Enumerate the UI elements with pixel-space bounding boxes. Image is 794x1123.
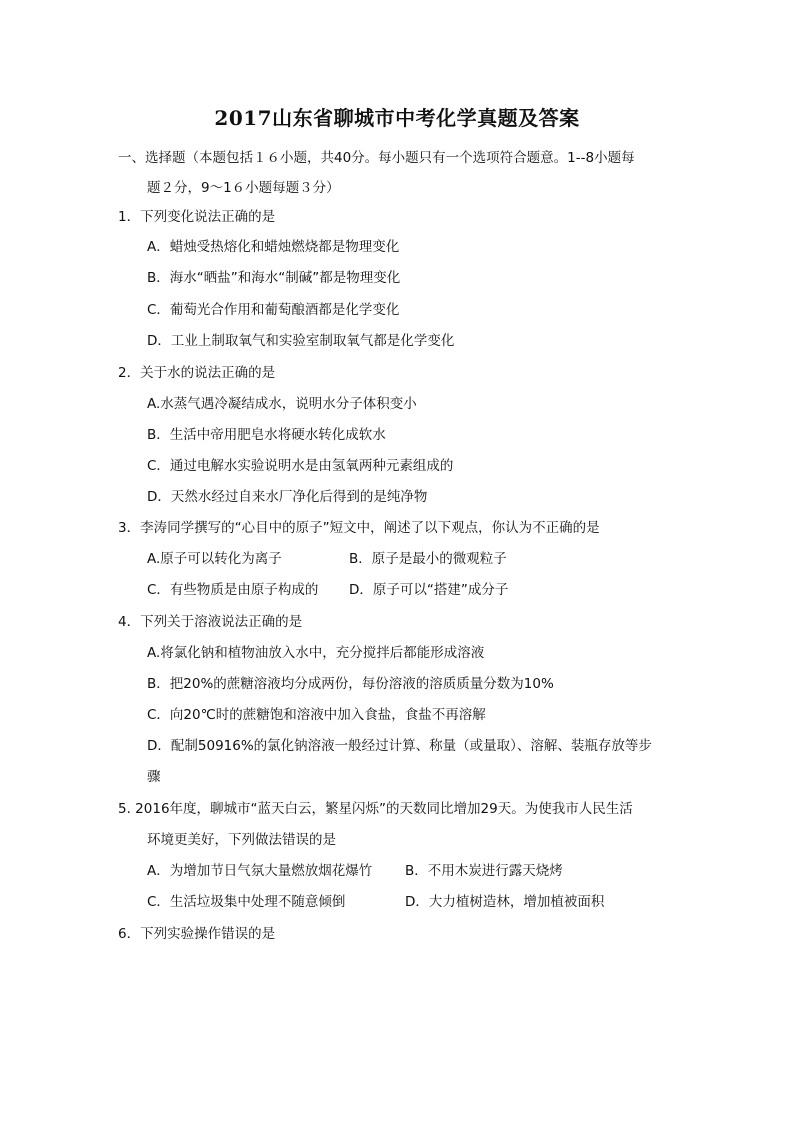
question-3-option-d: D．原子可以“搭建”成分子 bbox=[349, 582, 509, 598]
question-1-option-a: A．蜡烛受热熔化和蜡烛燃烧都是物理变化 bbox=[147, 239, 400, 255]
question-4-option-d-continued: 骤 bbox=[147, 769, 161, 785]
question-1-option-c: C．葡萄光合作用和葡萄酿酒都是化学变化 bbox=[147, 302, 400, 318]
section-instructions-line-2: 题２分，9～1６小题每题３分） bbox=[147, 180, 340, 196]
question-6-stem: 6．下列实验操作错误的是 bbox=[118, 926, 276, 942]
question-5-option-d: D．大力植树造林，增加植被面积 bbox=[405, 894, 605, 910]
question-4-option-b: B．把20%的蔗糖溶液均分成两份，每份溶液的溶质质量分数为10% bbox=[147, 676, 554, 692]
question-1-option-b: B．海水“晒盐”和海水“制碱”都是物理变化 bbox=[147, 270, 401, 286]
question-4-option-a: A.将氯化钠和植物油放入水中，充分搅拌后都能形成溶液 bbox=[147, 645, 485, 661]
question-4-option-d: D．配制50916%的氯化钠溶液一般经过计算、称量（或量取）、溶解、装瓶存放等步 bbox=[147, 738, 652, 754]
page-title: 2017山东省聊城市中考化学真题及答案 bbox=[214, 106, 580, 130]
question-1-option-d: D．工业上制取氧气和实验室制取氧气都是化学变化 bbox=[147, 333, 455, 349]
question-4-option-c: C．向20℃时的蔗糖饱和溶液中加入食盐，食盐不再溶解 bbox=[147, 707, 486, 723]
question-5-stem-continued: 环境更美好，下列做法错误的是 bbox=[147, 832, 336, 848]
question-3-stem: 3．李涛同学撰写的“心目中的原子”短文中，阐述了以下观点，你认为不正确的是 bbox=[118, 520, 600, 536]
question-5-option-c: C．生活垃圾集中处理不随意倾倒 bbox=[147, 894, 346, 910]
question-3-option-c: C．有些物质是由原子构成的 bbox=[147, 582, 319, 598]
question-2-option-a: A.水蒸气遇冷凝结成水，说明水分子体积变小 bbox=[147, 396, 417, 412]
question-5-option-a: A．为增加节日气氛大量燃放烟花爆竹 bbox=[147, 863, 373, 879]
section-instructions-line-1: 一、选择题（本题包括１６小题，共40分。每小题只有一个选项符合题意。1--8小题每 bbox=[118, 150, 635, 166]
question-5-stem: 5. 2016年度，聊城市“蓝天白云，繁星闪烁”的天数同比增加29天。为使我市人民生活 bbox=[118, 801, 633, 817]
question-2-stem: 2．关于水的说法正确的是 bbox=[118, 365, 276, 381]
question-5-option-b: B．不用木炭进行露天烧烤 bbox=[405, 863, 563, 879]
question-4-stem: 4．下列关于溶液说法正确的是 bbox=[118, 614, 303, 630]
question-1-stem: 1．下列变化说法正确的是 bbox=[118, 209, 276, 225]
question-2-option-d: D．天然水经过自来水厂净化后得到的是纯净物 bbox=[147, 489, 428, 505]
question-2-option-c: C．通过电解水实验说明水是由氢氧两种元素组成的 bbox=[147, 458, 454, 474]
question-2-option-b: B．生活中帝用肥皂水将硬水转化成软水 bbox=[147, 427, 386, 443]
question-3-option-b: B．原子是最小的微观粒子 bbox=[349, 551, 507, 567]
question-3-option-a: A.原子可以转化为离子 bbox=[147, 551, 282, 567]
